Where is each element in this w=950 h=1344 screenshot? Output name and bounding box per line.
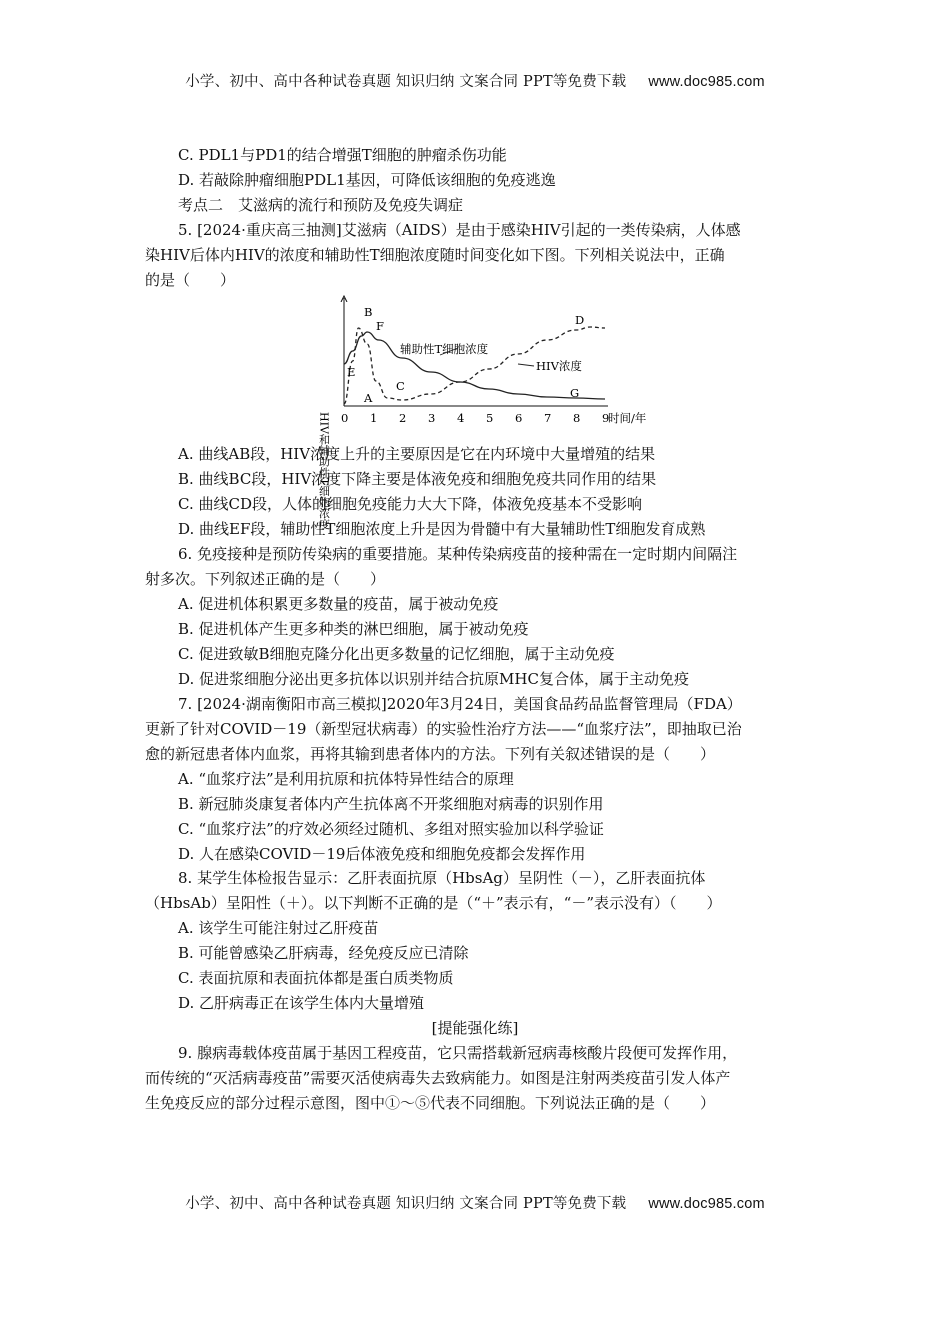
- q6-option-a: A. 促进机体积累更多数量的疫苗，属于被动免疫: [178, 595, 499, 613]
- q7-option-c: C. “血浆疗法”的疗效必须经过随机、多组对照实验加以科学验证: [178, 820, 604, 838]
- q8-option-b: B. 可能曾感染乙肝病毒，经免疫反应已清除: [178, 944, 469, 962]
- q9-stem-line-3: 生免疫反应的部分过程示意图，图中①～⑤代表不同细胞。下列说法正确的是（ ）: [145, 1094, 716, 1112]
- x-axis-label: 时间/年: [608, 411, 647, 425]
- point-label-c: C: [396, 379, 405, 393]
- point-label-f: F: [376, 319, 384, 333]
- section-title: 考点二 艾滋病的流行和预防及免疫失调症: [178, 196, 464, 214]
- point-label-b: B: [364, 305, 373, 319]
- q8-option-d: D. 乙肝病毒正在该学生体内大量增殖: [178, 994, 425, 1012]
- q7-stem-line-1: 7. [2024·湖南衡阳市高三模拟]2020年3月24日，美国食品药品监督管理局（FDA）: [178, 695, 742, 713]
- point-label-a: A: [364, 391, 373, 405]
- x-tick-label: 3: [428, 411, 436, 425]
- q9-stem-line-1: 9. 腺病毒载体疫苗属于基因工程疫苗，它只需搭载新冠病毒核酸片段便可发挥作用，: [178, 1044, 738, 1062]
- q6-stem-line-1: 6. 免疫接种是预防传染病的重要措施。某种传染病疫苗的接种需在一定时期内间隔注: [178, 545, 738, 563]
- q6-option-d: D. 促进浆细胞分泌出更多抗体以识别并结合抗原MHC复合体，属于主动免疫: [178, 670, 689, 688]
- q7-option-a: A. “血浆疗法”是利用抗原和抗体特异性结合的原理: [178, 770, 514, 788]
- q6-option-c: C. 促进致敏B细胞克隆分化出更多数量的记忆细胞，属于主动免疫: [178, 645, 615, 663]
- section-heading: [提能强化练]: [431, 1019, 519, 1037]
- x-tick-label: 2: [399, 411, 407, 425]
- header-url[interactable]: www.doc985.com: [648, 74, 765, 90]
- hiv-series-label: HIV浓度: [536, 359, 582, 373]
- point-label-g: G: [570, 386, 580, 400]
- q8-stem-line-2: （HbsAb）呈阳性（＋）。以下判断不正确的是（“＋”表示有，“－”表示没有）（ ）: [145, 894, 722, 912]
- q7-stem-line-3: 愈的新冠患者体内血浆，再将其输到患者体内的方法。下列有关叙述错误的是（ ）: [145, 745, 716, 763]
- x-tick-label: 4: [457, 411, 465, 425]
- y-axis-label: HIV和辅助性T细胞浓度: [317, 412, 331, 530]
- q8-option-a: A. 该学生可能注射过乙肝疫苗: [178, 919, 379, 937]
- hiv-leader-line: [518, 364, 534, 366]
- x-tick-label: 5: [486, 411, 494, 425]
- x-tick-label: 9: [602, 411, 610, 425]
- th-series-label: 辅助性T细胞浓度: [400, 342, 489, 356]
- x-tick-label: 7: [544, 411, 552, 425]
- footer-text: 小学、初中、高中各种试卷真题 知识归纳 文案合同 PPT等免费下载: [185, 1196, 627, 1212]
- q7-option-d: D. 人在感染COVID－19后体液免疫和细胞免疫都会发挥作用: [178, 845, 586, 863]
- q6-option-b: B. 促进机体产生更多种类的淋巴细胞，属于被动免疫: [178, 620, 529, 638]
- q5-stem-line-3: 的是（ ）: [145, 271, 236, 289]
- q7-option-b: B. 新冠肺炎康复者体内产生抗体离不开浆细胞对病毒的识别作用: [178, 795, 604, 813]
- q5-option-a: A. 曲线AB段，HIV浓度上升的主要原因是它在内环境中大量增殖的结果: [178, 445, 656, 463]
- q5-stem-line-1: 5. [2024·重庆高三抽测]艾滋病（AIDS）是由于感染HIV引起的一类传染病，人体感: [178, 221, 741, 239]
- x-tick-label: 8: [573, 411, 581, 425]
- q4-option-c: C. PDL1与PD1的结合增强T细胞的肿瘤杀伤功能: [178, 146, 507, 164]
- point-label-d: D: [575, 313, 585, 327]
- x-tick-label: 6: [515, 411, 523, 425]
- q5-option-c: C. 曲线CD段，人体的细胞免疫能力大大下降，体液免疫基本不受影响: [178, 495, 642, 513]
- x-tick-label: 1: [370, 411, 378, 425]
- point-label-e: E: [347, 365, 356, 379]
- q6-stem-line-2: 射多次。下列叙述正确的是（ ）: [145, 570, 386, 588]
- q4-option-d: D. 若敲除肿瘤细胞PDL1基因，可降低该细胞的免疫逃逸: [178, 171, 556, 189]
- q5-stem-line-2: 染HIV后体内HIV的浓度和辅助性T细胞浓度随时间变化如下图。下列相关说法中，正确: [145, 246, 725, 264]
- x-tick-label: 0: [341, 411, 349, 425]
- q5-option-d: D. 曲线EF段，辅助性T细胞浓度上升是因为骨髓中有大量辅助性T细胞发育成熟: [178, 520, 706, 538]
- q8-option-c: C. 表面抗原和表面抗体都是蛋白质类物质: [178, 969, 454, 987]
- page-footer: [0, 1192, 950, 1213]
- q7-stem-line-2: 更新了针对COVID－19（新型冠状病毒）的实验性治疗方法——“血浆疗法”，即抽取已治: [145, 720, 742, 738]
- footer-url[interactable]: www.doc985.com: [648, 1196, 765, 1212]
- q8-stem-line-1: 8. 某学生体检报告显示：乙肝表面抗原（HbsAg）呈阴性（－），乙肝表面抗体: [178, 869, 706, 887]
- q5-option-b: B. 曲线BC段，HIV浓度下降主要是体液免疫和细胞免疫共同作用的结果: [178, 470, 657, 488]
- q9-stem-line-2: 而传统的“灭活病毒疫苗”需要灭活使病毒失去致病能力。如图是注射两类疫苗引发人体产: [145, 1069, 731, 1087]
- header-text: 小学、初中、高中各种试卷真题 知识归纳 文案合同 PPT等免费下载: [185, 74, 627, 90]
- page-header: [0, 70, 950, 91]
